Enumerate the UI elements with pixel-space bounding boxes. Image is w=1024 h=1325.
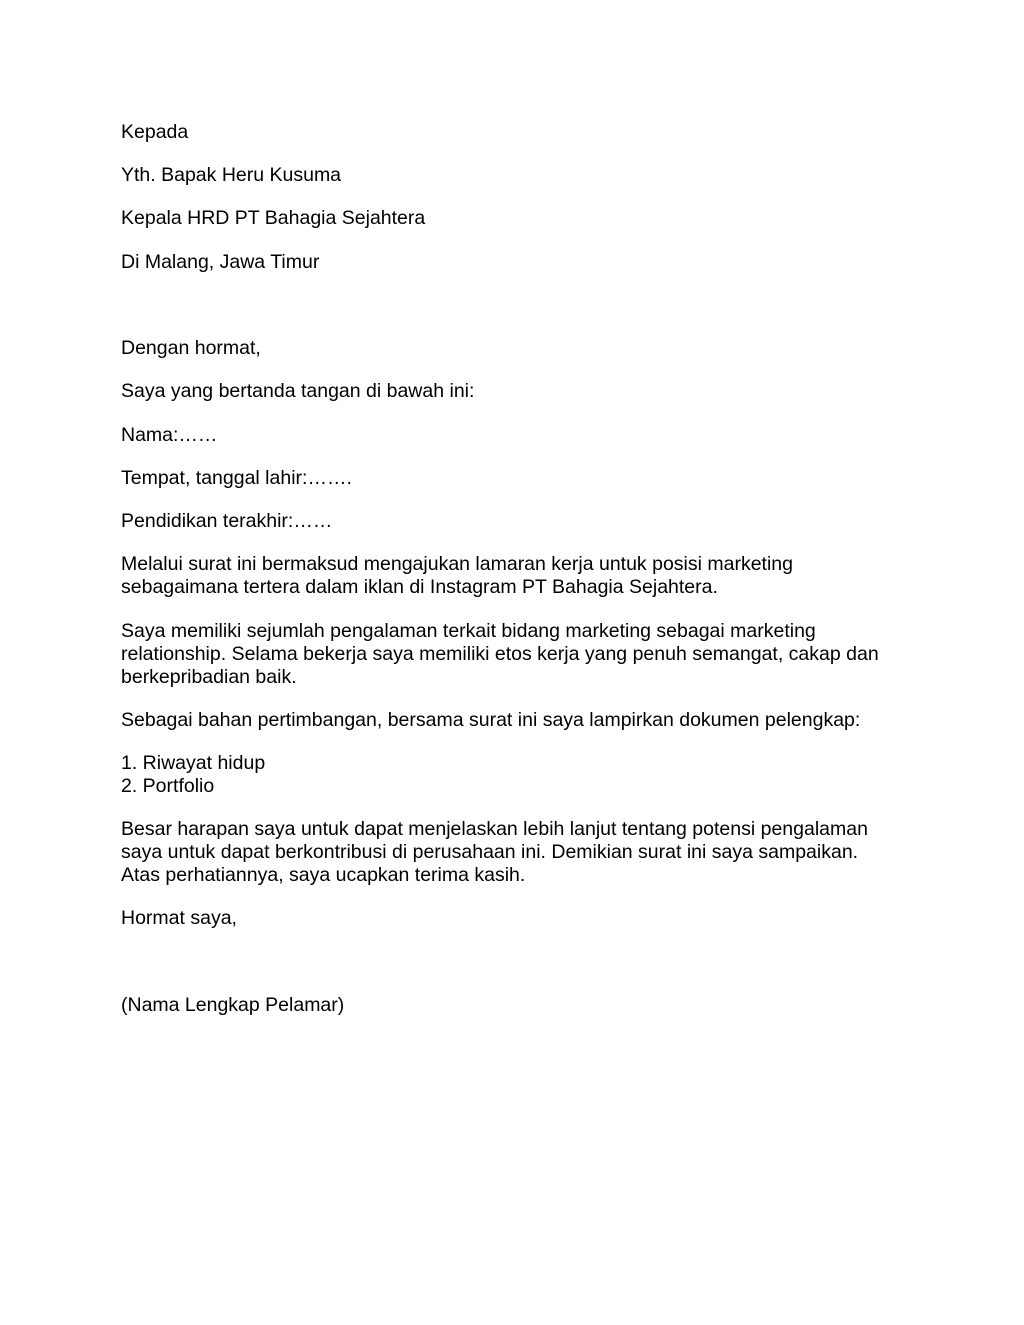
recipient-position: Kepala HRD PT Bahagia Sejahtera bbox=[121, 207, 426, 229]
field-birth: Tempat, tanggal lahir:……. bbox=[121, 467, 352, 489]
paragraph-line: Besar harapan saya untuk dapat menjelaskan lebih lanjut tentang potensi pengalaman bbox=[121, 818, 868, 840]
recipient-location: Di Malang, Jawa Timur bbox=[121, 251, 320, 273]
paragraph-line: sebagaimana tertera dalam iklan di Instagram PT Bahagia Sejahtera. bbox=[121, 576, 718, 598]
paragraph-line: Saya memiliki sejumlah pengalaman terkait bidang marketing sebagai marketing bbox=[121, 620, 816, 642]
paragraph-line: saya untuk dapat berkontribusi di perusahaan ini. Demikian surat ini saya sampaikan. bbox=[121, 841, 859, 863]
recipient-name: Yth. Bapak Heru Kusuma bbox=[121, 164, 342, 186]
paragraph-line: Melalui surat ini bermaksud mengajukan lamaran kerja untuk posisi marketing bbox=[121, 553, 793, 575]
paragraph-line: berkepribadian baik. bbox=[121, 666, 297, 688]
paragraph-line: Atas perhatiannya, saya ucapkan terima kasih. bbox=[121, 864, 526, 886]
paragraph-application bbox=[121, 553, 793, 599]
intro-line: Saya yang bertanda tangan di bawah ini: bbox=[121, 380, 475, 402]
field-name: Nama:…… bbox=[121, 424, 218, 446]
paragraph-closing bbox=[121, 818, 868, 887]
signature-name: (Nama Lengkap Pelamar) bbox=[121, 994, 345, 1016]
recipient-to: Kepada bbox=[121, 121, 189, 143]
attachments-list bbox=[121, 752, 265, 798]
field-education: Pendidikan terakhir:…… bbox=[121, 510, 333, 532]
paragraph-experience bbox=[121, 620, 879, 689]
attachments-intro: Sebagai bahan pertimbangan, bersama surat ini saya lampirkan dokumen pelengkap: bbox=[121, 709, 861, 731]
signoff: Hormat saya, bbox=[121, 907, 237, 929]
list-item: 1. Riwayat hidup bbox=[121, 752, 266, 774]
list-item: 2. Portfolio bbox=[121, 775, 215, 797]
paragraph-line: relationship. Selama bekerja saya memiliki etos kerja yang penuh semangat, cakap dan bbox=[121, 643, 879, 665]
greeting: Dengan hormat, bbox=[121, 337, 261, 359]
